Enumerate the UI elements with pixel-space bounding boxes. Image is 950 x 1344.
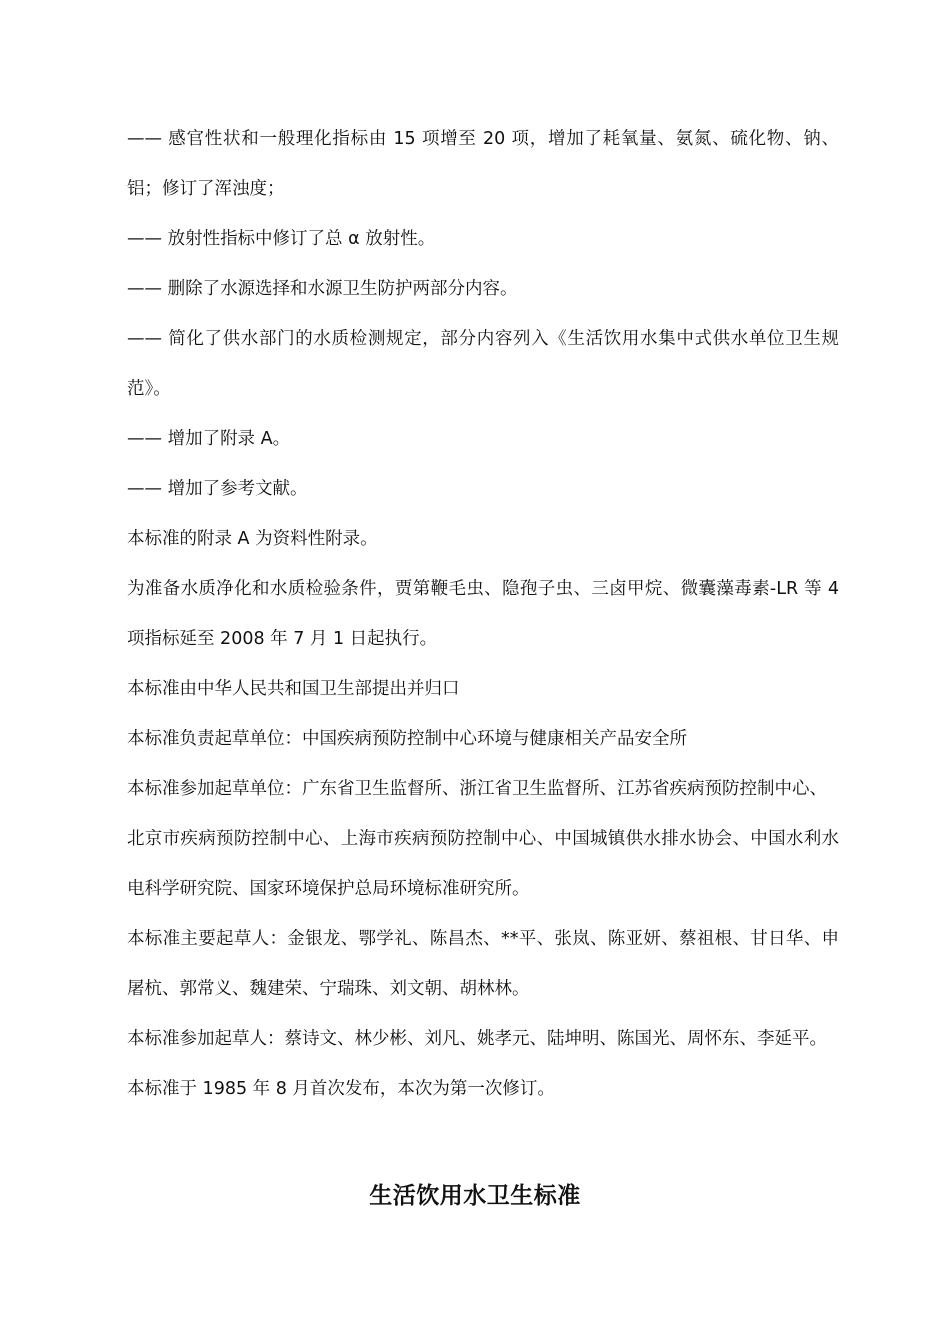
- paragraph-participating-units: 本标准参加起草单位：广东省卫生监督所、浙江省卫生监督所、江苏省疾病预防控制中心、: [127, 779, 827, 799]
- paragraph-sensory-indicators: —— 感官性状和一般理化指标由 15 项增至 20 项，增加了耗氧量、氨氮、硫化物、钠、铝；修订了浑浊度；: [127, 129, 839, 199]
- paragraph-deferred-indicators: 为准备水质净化和水质检验条件，贾第鞭毛虫、隐孢子虫、三卤甲烷、微囊藻毒素-LR 等 4 项指标延至 2008 年 7 月 1 日起执行。: [127, 579, 839, 649]
- paragraph-main-drafters: 本标准主要起草人：金银龙、鄂学礼、陈昌杰、**平、张岚、陈亚妍、蔡祖根、甘日华、申屠杭、郭常义、魏建荣、宁瑞珠、刘文朝、胡林林。: [127, 929, 839, 999]
- document-body: [127, 114, 839, 1114]
- paragraph-appendix-note: 本标准的附录 A 为资料性附录。: [127, 529, 378, 549]
- paragraph-participating-units-cont: 北京市疾病预防控制中心、上海市疾病预防控制中心、中国城镇供水排水协会、中国水利水电科学研究院、国家环境保护总局环境标准研究所。: [127, 829, 839, 899]
- paragraph-publication-history: 本标准于 1985 年 8 月首次发布，本次为第一次修订。: [127, 1079, 555, 1099]
- paragraph-references-added: —— 增加了参考文献。: [127, 479, 308, 499]
- paragraph-removed-sections: —— 删除了水源选择和水源卫生防护两部分内容。: [127, 279, 518, 299]
- paragraph-simplified-testing: —— 简化了供水部门的水质检测规定，部分内容列入《生活饮用水集中式供水单位卫生规范》。: [127, 329, 839, 399]
- document-title: 生活饮用水卫生标准: [369, 1183, 581, 1209]
- paragraph-proposer: 本标准由中华人民共和国卫生部提出并归口: [127, 679, 460, 699]
- paragraph-lead-drafter: 本标准负责起草单位：中国疾病预防控制中心环境与健康相关产品安全所: [127, 729, 687, 749]
- paragraph-participating-drafters: 本标准参加起草人：蔡诗文、林少彬、刘凡、姚孝元、陆坤明、陈国光、周怀东、李延平。: [127, 1029, 827, 1049]
- paragraph-appendix-added: —— 增加了附录 A。: [127, 429, 291, 449]
- paragraph-radioactivity: —— 放射性指标中修订了总 α 放射性。: [127, 229, 436, 249]
